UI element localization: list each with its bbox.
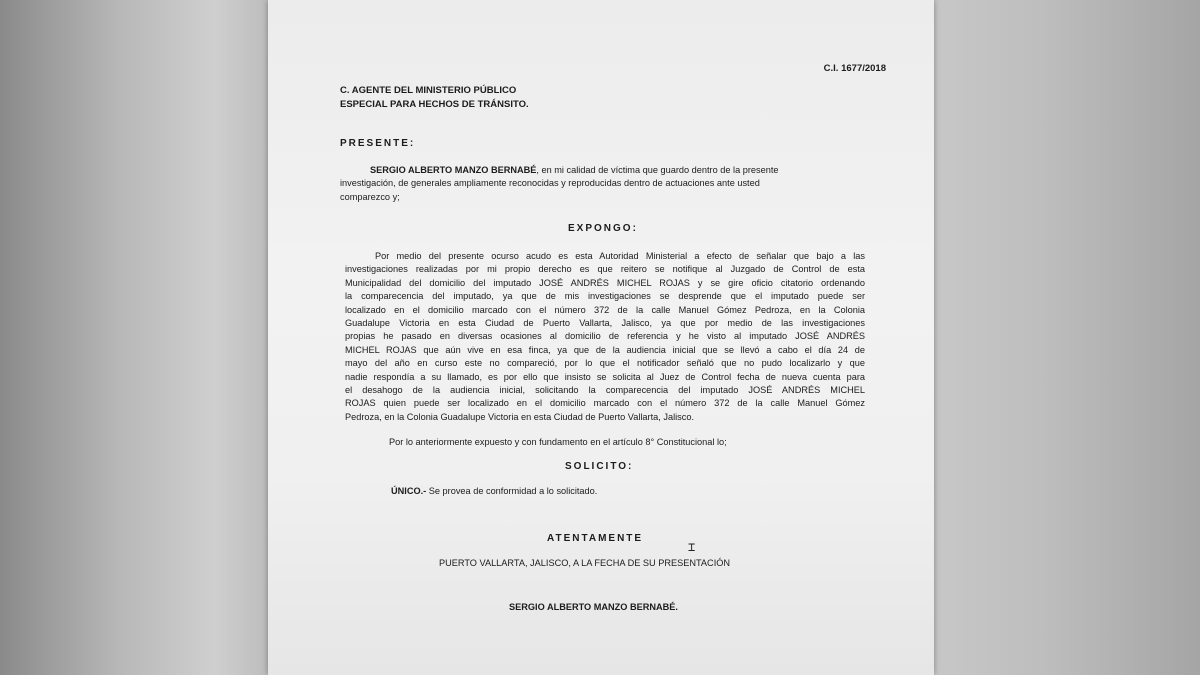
- intro-line-1: [340, 164, 868, 177]
- addressee-line-1: C. AGENTE DEL MINISTERIO PÚBLICO: [340, 85, 517, 96]
- expongo-paragraph: [345, 250, 865, 424]
- unico-line: [391, 485, 791, 498]
- expongo-line: la comparecencia del imputado, ya que de mis investigaciones se desprende que el imputado puede ser: [345, 291, 865, 302]
- atentamente-heading: ATENTAMENTE: [547, 533, 644, 544]
- expongo-line: nadie respondía a su llamado, es por ello que insisto se solicita al Juez de Control fecha de nueva cuenta para: [345, 371, 865, 382]
- blurred-background-right: [934, 0, 1200, 675]
- signature-block: [509, 601, 809, 614]
- signature-name: SERGIO ALBERTO MANZO BERNABÉ.: [509, 602, 678, 612]
- expongo-line: propias he pasado en diversas ocasiones al domicilio de referencia y he visto al imputado JOSÉ ANDRÉS: [345, 331, 865, 342]
- expongo-line: Municipalidad del domicilio del imputado JOSÉ ANDRÉS MICHEL ROJAS y se gire oficio citatorio ordenando: [345, 277, 865, 288]
- intro-paragraph: [340, 164, 868, 204]
- unico-text: Se provea de conformidad a lo solicitado.: [426, 486, 598, 496]
- presente-heading: PRESENTE:: [340, 138, 416, 149]
- expongo-line: Por medio del presente ocurso acudo es esta Autoridad Ministerial a efecto de señalar que bajo a las: [375, 251, 865, 261]
- addressee-block: [340, 84, 529, 112]
- case-number: C.I. 1677/2018: [823, 63, 886, 74]
- expongo-line: MICHEL ROJAS que aún vive en esa finca, ya que de la audiencia inicial que se llevó a cabo el día 24 de: [345, 344, 865, 355]
- document-page: [268, 0, 934, 675]
- expongo-line: Pedroza, en la Colonia Guadalupe Victoria en esta Ciudad de Puerto Vallarta, Jalisco.: [345, 411, 694, 422]
- blurred-background-left: [0, 0, 268, 675]
- addressee-line-2: ESPECIAL PARA HECHOS DE TRÁNSITO.: [340, 99, 529, 110]
- expongo-line: el desahogo de la audiencia inicial, solicitando la comparecencia del imputado JOSÉ ANDRÉS MICHEL: [345, 385, 865, 396]
- expongo-line: investigaciones realizadas por mi propio derecho es que reitero se notifique al Juzgado de Control de esta: [345, 264, 865, 275]
- place-date-block: [439, 557, 839, 570]
- expongo-heading: EXPONGO:: [568, 223, 638, 234]
- expongo-line: localizado en el domicilio marcado con el número 372 de la calle Manuel Gómez Pedroza, en la Colonia: [345, 304, 865, 315]
- unico-paragraph: [391, 485, 791, 498]
- intro-line-3: comparezco y;: [340, 191, 400, 202]
- intro-line-1-rest: , en mi calidad de víctima que guardo dentro de la presente: [536, 165, 779, 175]
- victim-name: SERGIO ALBERTO MANZO BERNABÉ: [370, 165, 537, 175]
- expongo-line: Guadalupe Victoria en esta Ciudad de Puerto Vallarta, Jalisco, ya que por medio de las investigaciones: [345, 318, 865, 329]
- place-date-line: PUERTO VALLARTA, JALISCO, A LA FECHA DE SU PRESENTACIÓN: [439, 558, 731, 568]
- expongo-line: mayo del año en curso este no compareció, por lo que el notificador señaló que no pudo localizarlo y que: [345, 358, 865, 369]
- text-cursor-icon: ⌶: [688, 540, 696, 554]
- closing-paragraph: [389, 436, 889, 449]
- solicito-heading: SOLICITO:: [565, 461, 634, 472]
- intro-line-2: investigación, de generales ampliamente reconocidas y reproducidas dentro de actuaciones ante usted: [340, 178, 760, 189]
- unico-label: ÚNICO.-: [391, 486, 427, 496]
- closing-line: Por lo anteriormente expuesto y con fundamento en el artículo 8° Constitucional lo;: [389, 437, 727, 447]
- expongo-line: ROJAS quien puede ser localizado en el domicilio marcado con el número 372 de la calle Manuel Gómez: [345, 398, 865, 409]
